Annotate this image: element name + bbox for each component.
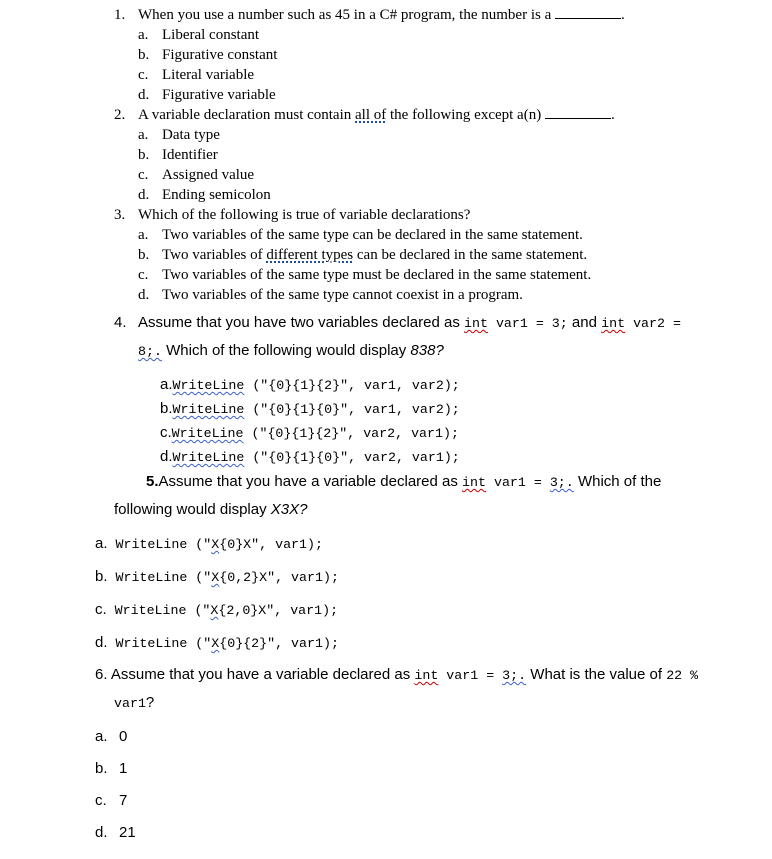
option-5a: a. WriteLine ("X{0}X", var1); bbox=[95, 535, 323, 552]
question-number: 1. bbox=[114, 7, 126, 23]
option-5c: c. WriteLine ("X{2,0}X", var1); bbox=[95, 601, 339, 618]
question-5: 5.Assume that you have a variable declared as int var1 = 3;. Which of the bbox=[146, 473, 662, 490]
option-6d: d. 21 bbox=[95, 824, 136, 841]
question-2: 2. A variable declaration must contain all of the following except a(n) . bbox=[114, 107, 615, 123]
option-2d: d. Ending semicolon bbox=[138, 187, 271, 203]
option-2c: c. Assigned value bbox=[138, 167, 255, 183]
question-4: 4. Assume that you have two variables declared as int var1 = 3; and int var2 = bbox=[114, 314, 681, 331]
option-1d: d. Figurative variable bbox=[138, 87, 276, 103]
option-5b: b. WriteLine ("X{0,2}X", var1); bbox=[95, 568, 339, 585]
option-3c: c. Two variables of the same type must be declared in the same statement. bbox=[138, 267, 592, 283]
option-3b: b. Two variables of different types can be declared in the same statement. bbox=[138, 247, 588, 263]
question-6: 6. Assume that you have a variable declared as int var1 = 3;. What is the value of 22 % bbox=[95, 666, 699, 683]
option-1c: c. Literal variable bbox=[138, 67, 255, 83]
question-text: When you use a number such as 45 in a C# program, the number is a bbox=[138, 7, 552, 23]
option-4d: d.WriteLine ("{0}{1}{0}", var2, var1); bbox=[160, 448, 460, 465]
option-3a: a. Two variables of the same type can be declared in the same statement. bbox=[138, 227, 583, 243]
option-1b: b. Figurative constant bbox=[138, 47, 278, 63]
grammar-flag: all of bbox=[355, 107, 387, 123]
option-6b: b. 1 bbox=[95, 760, 128, 777]
option-4b: b.WriteLine ("{0}{1}{0}", var1, var2); bbox=[160, 400, 460, 417]
grammar-flag: different types bbox=[266, 247, 354, 263]
answer-blank bbox=[545, 106, 611, 119]
option-2a: a. Data type bbox=[138, 127, 220, 143]
option-6a: a. 0 bbox=[95, 728, 128, 745]
answer-blank bbox=[555, 6, 621, 19]
question-1: 1. When you use a number such as 45 in a C# program, the number is a . bbox=[114, 7, 625, 23]
option-1a: a. Liberal constant bbox=[138, 27, 260, 43]
question-4-cont: 8;. Which of the following would display 838? bbox=[138, 342, 444, 359]
question-5-cont: following would display X3X? bbox=[114, 501, 308, 518]
option-3d: d. Two variables of the same type cannot coexist in a program. bbox=[138, 287, 523, 303]
option-2b: b. Identifier bbox=[138, 147, 218, 163]
option-4a: a.WriteLine ("{0}{1}{2}", var1, var2); bbox=[160, 376, 460, 393]
question-3: 3. Which of the following is true of variable declarations? bbox=[114, 207, 471, 223]
option-4c: c.WriteLine ("{0}{1}{2}", var2, var1); bbox=[160, 424, 459, 441]
option-5d: d. WriteLine ("X{0}{2}", var1); bbox=[95, 634, 339, 651]
option-6c: c. 7 bbox=[95, 792, 128, 809]
question-6-cont: var1? bbox=[114, 694, 155, 711]
